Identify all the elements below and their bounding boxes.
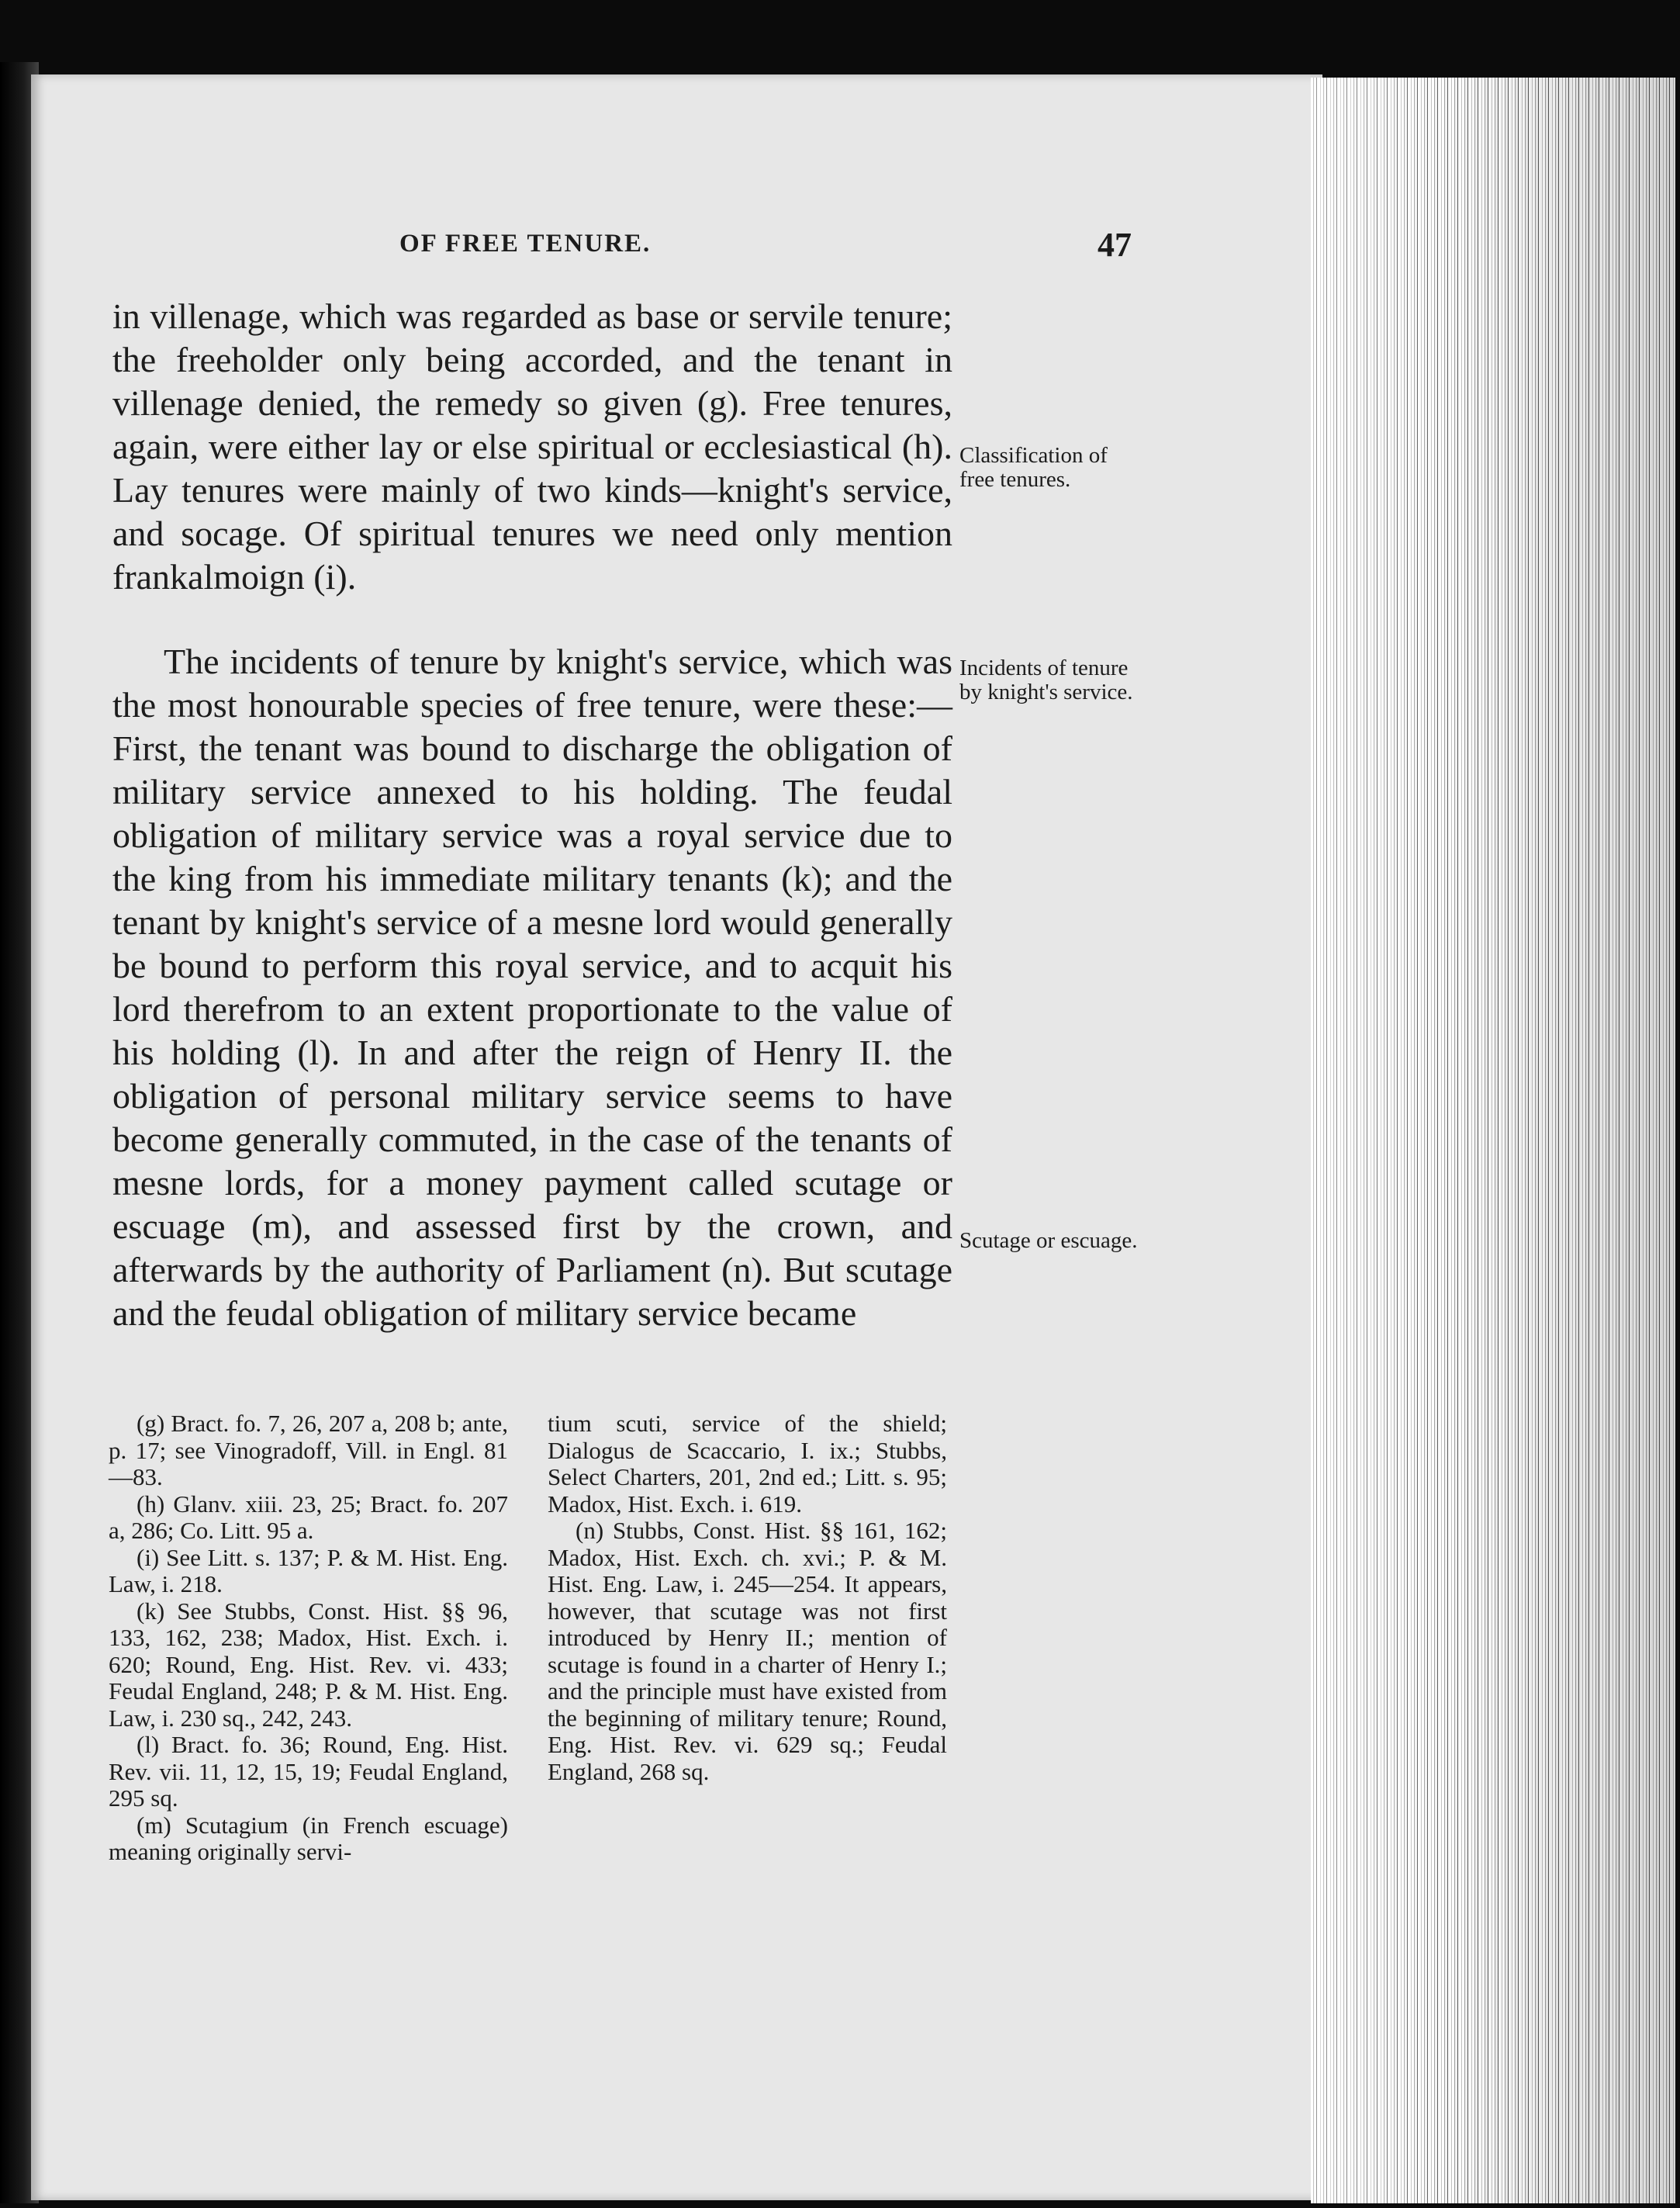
page-stack-edge [1311,78,1675,2203]
running-head: OF FREE TENURE. [399,230,652,258]
footnote-k: (k) See Stubbs, Const. Hist. §§ 96, 133, 162, 238; Madox, Hist. Exch. i. 620; Round, Eng. Hist. Rev. vi. 433; Feudal England, 248; P. & M. Hist. Eng. Law, i. 230 sq., 242, 243. [109,1597,508,1732]
margin-note-incidents: Incidents of tenure by knight's service. [959,656,1133,704]
footnote-g: (g) Bract. fo. 7, 26, 207 a, 208 b; ante, p. 17; see Vinogradoff, Vill. in Engl. 81—83. [109,1410,508,1490]
paragraph-text: in villenage, which was regarded as base or servile tenure; the freeholder only being accorded, and the tenant in villenage denied, the remedy so given (g). Free tenures, again, were either lay or else spiritual or ecclesiastical (h). Lay tenures were mainly of two kinds—knight's service, and socage. Of spiritual tenures we need only mention frankalmoign (i). [112,296,952,597]
page-number: 47 [1098,226,1132,264]
margin-note-scutage: Scutage or escuage. [959,1228,1138,1253]
footnote-i: (i) See Litt. s. 137; P. & M. Hist. Eng. Law, i. 218. [109,1543,508,1597]
body-paragraph-1 [112,295,952,599]
footnote-h: (h) Glanv. xiii. 23, 25; Bract. fo. 207 a, 286; Co. Litt. 95 a. [109,1490,508,1544]
footnotes-left-column [109,1410,508,1866]
footnote-l: (l) Bract. fo. 36; Round, Eng. Hist. Rev. vii. 11, 12, 15, 19; Feudal England, 295 sq. [109,1731,508,1812]
footnote-m: (m) Scutagium (in French escuage) meaning originally servi- [109,1811,508,1865]
footnotes-right-column [548,1410,947,1785]
margin-note-classification: Classification of free tenures. [959,443,1108,492]
paragraph-text: The incidents of tenure by knight's service, which was the most honourable species of free tenure, were these:—First, the tenant was bound to discharge the obligation of military service annexed to his holding. The feudal obligation of military service was a royal service due to the king from his immediate military tenants (k); and the tenant by knight's service of a mesne lord would generally be bound to perform this royal service, and to acquit his lord therefrom to an extent proportionate to the value of his holding (l). In and after the reign of Henry II. the obligation of personal military service seems to have become generally commuted, in the case of the tenants of mesne lords, for a money payment called scutage or escuage (m), and assessed first by the crown, and afterwards by the authority of Parliament (n). But scutage and the feudal obligation of military service became [112,642,952,1333]
footnote-m-continued: tium scuti, service of the shield; Dialogus de Scaccario, I. ix.; Stubbs, Select Charters, 201, 2nd ed.; Litt. s. 95; Madox, Hist. Exch. i. 619. [548,1410,947,1518]
footnote-n: (n) Stubbs, Const. Hist. §§ 161, 162; Madox, Hist. Exch. ch. xvi.; P. & M. Hist. Eng. Law, i. 245—254. It appears, however, that scutage was not first introduced by Henry II.; mention of scutage is found in a charter of Henry I.; and the principle must have existed from the beginning of military tenure; Round, Eng. Hist. Rev. vi. 629 sq.; Feudal England, 268 sq. [548,1517,947,1785]
body-paragraph-2 [112,640,952,1335]
